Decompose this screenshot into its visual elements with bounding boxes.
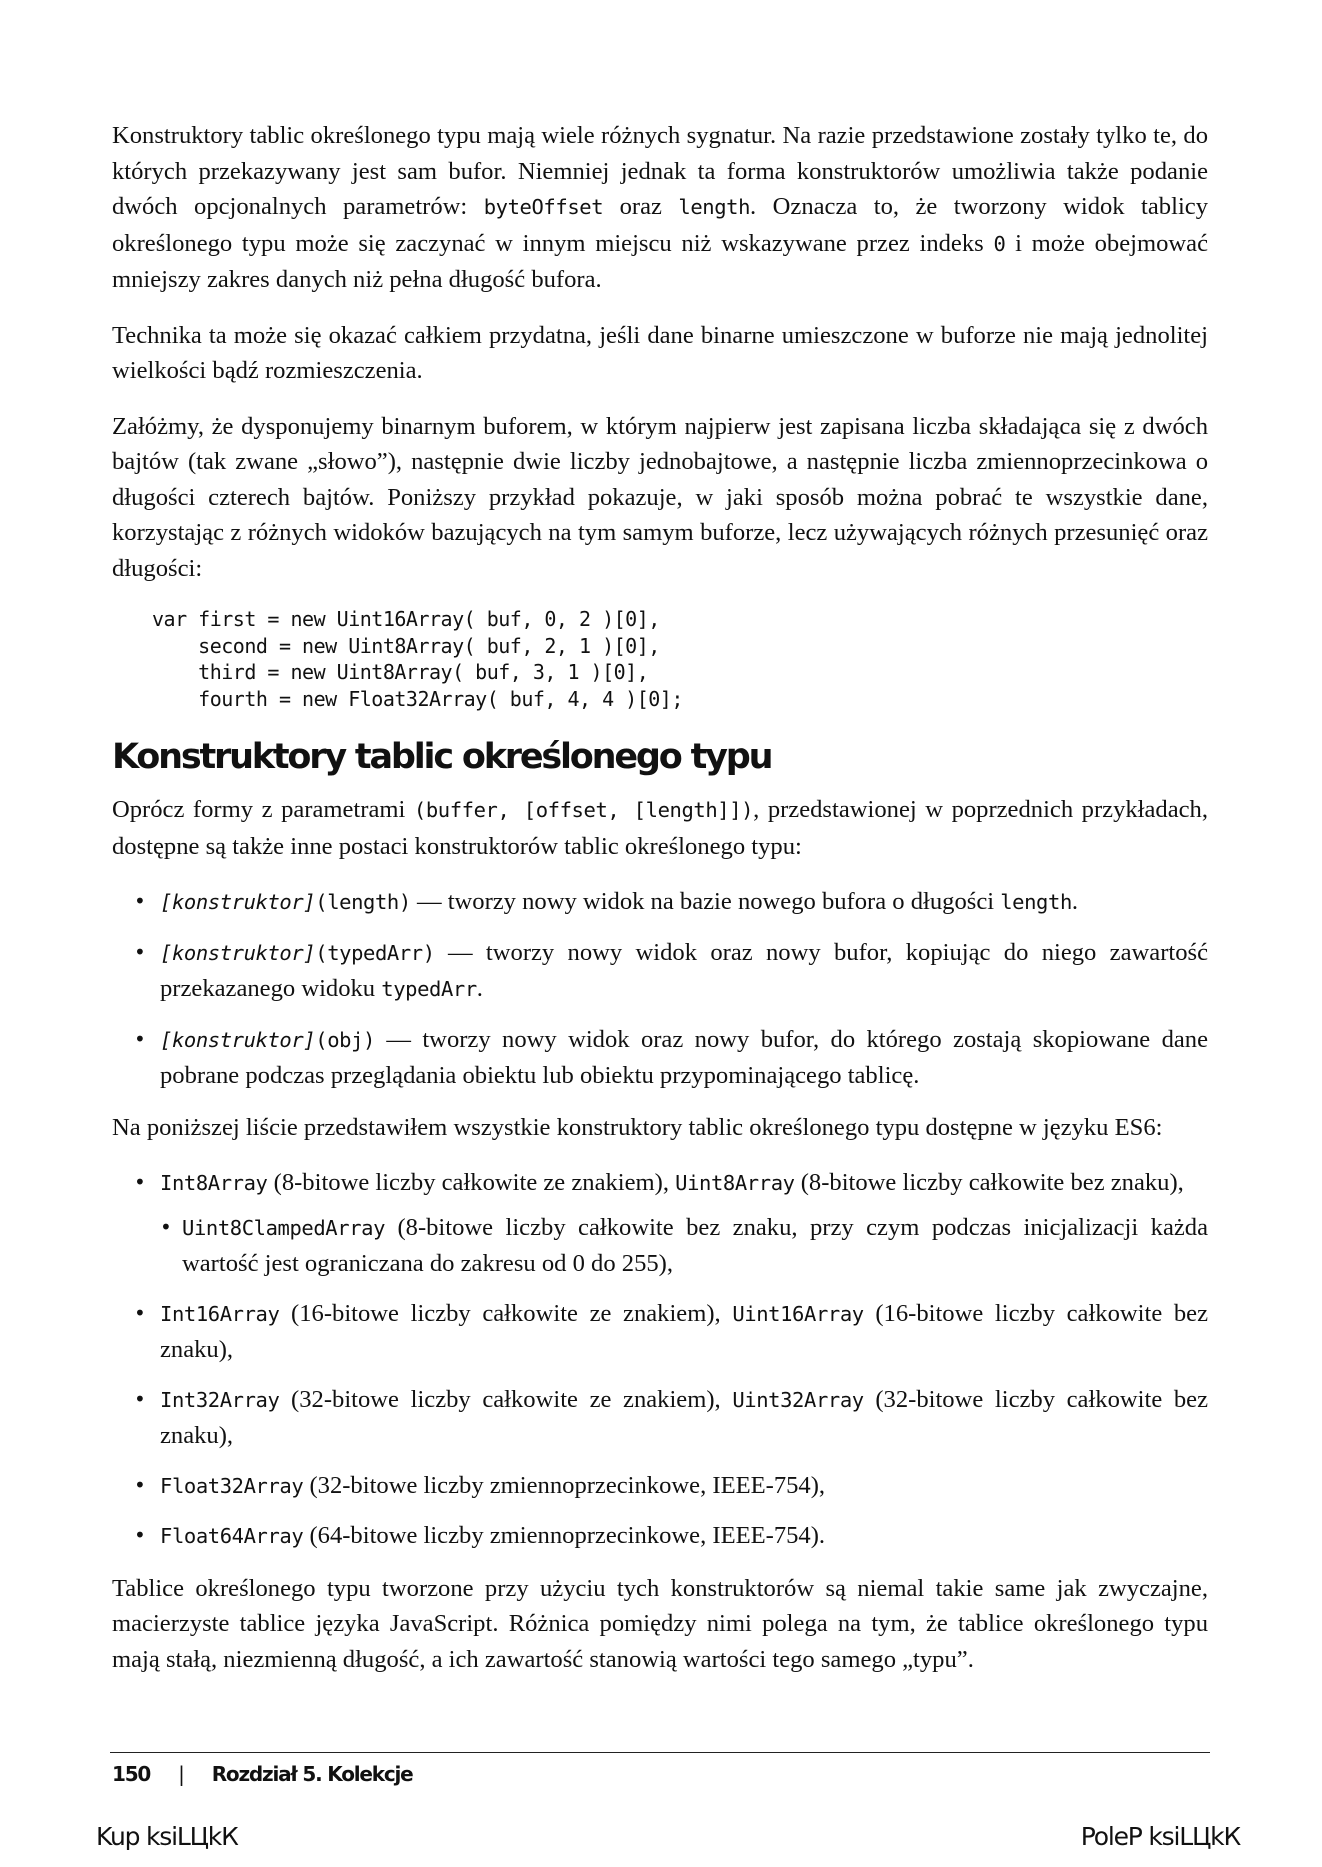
- inline-code: Float64Array: [160, 1524, 304, 1548]
- constructor-forms-list: [112, 884, 1208, 1094]
- paragraph-forms-intro: [112, 792, 1208, 864]
- typed-array-list: [112, 1165, 1208, 1555]
- paragraph-list-intro: Na poniższej liście przedstawiłem wszystkie konstruktory tablic określonego typu dostępne w języku ES6:: [112, 1113, 1163, 1141]
- text-run: .: [1071, 888, 1079, 915]
- text-run: Konstruktory tablic określonego typu mają wiele różnych sygnatur. Na razie przedstawione zostały tylko te, do których przekazywany jest sam bufor. Niemniej jednak ta forma konstruktorów umożliwia także podanie dwóch opcjonalnych parametrów:: [112, 122, 1208, 220]
- footer-separator: |: [178, 1762, 184, 1786]
- page-body: [112, 118, 1208, 1697]
- text-run: Oprócz formy z parametrami: [112, 796, 414, 823]
- text-run: oraz: [603, 193, 679, 220]
- text-run: (32-bitowe liczby całkowite bez znaku),: [160, 1385, 1209, 1449]
- page-number: 150: [112, 1762, 151, 1786]
- inline-code: length: [678, 195, 751, 219]
- text-run: — tworzy nowy widok na bazie nowego bufora o długości: [410, 888, 1001, 915]
- list-item: [112, 1296, 1208, 1368]
- paragraph-technique: Technika ta może się okazać całkiem przydatna, jeśli dane binarne umieszczone w buforze nie mają jednolitej wielkości bądź rozmieszczenia.: [112, 321, 1208, 384]
- list-item: [160, 1210, 1208, 1282]
- text-run: (32-bitowe liczby zmiennoprzecinkowe, IEEE-754),: [303, 1471, 826, 1499]
- inline-code: (buffer, [offset, [length]]): [413, 798, 754, 822]
- inline-code: (length): [315, 890, 411, 914]
- inline-code: length: [1000, 890, 1072, 914]
- text-run: (32-bitowe liczby całkowite ze znakiem),: [279, 1385, 733, 1413]
- text-run: — tworzy nowy widok oraz nowy bufor, do którego zostają skopiowane dane pobrane podczas przeglądania obiektu lub obiektu przypominającego tablicę.: [160, 1025, 1208, 1089]
- paragraph-intro: [112, 118, 1208, 298]
- list-item: [112, 884, 1208, 921]
- inline-code: Int32Array: [160, 1387, 280, 1412]
- footer-divider: [110, 1752, 1210, 1753]
- inline-code: (obj): [315, 1027, 375, 1052]
- recommend-book-link[interactable]: PoleР ksiLЦkК: [1080, 1822, 1240, 1851]
- inline-code: Uint8Array: [675, 1171, 795, 1195]
- text-run: . Oznacza to, że tworzony widok tablicy określonego typu może się zaczynać w innym miejscu niż wskazywane przez indeks: [112, 193, 1208, 257]
- text-run: (16-bitowe liczby całkowite bez znaku),: [160, 1299, 1209, 1363]
- text-run: — tworzy nowy widok oraz nowy bufor, kopiując do niego zawartość przekazanego widoku: [160, 938, 1208, 1002]
- text-run: (8-bitowe liczby całkowite bez znaku, przy czym podczas inicjalizacji każda wartość jest ograniczana do zakresu od 0 do 255),: [182, 1213, 1208, 1277]
- inline-code: [konstruktor]: [160, 940, 316, 965]
- inline-code: [konstruktor]: [160, 1027, 316, 1052]
- list-item: [112, 935, 1208, 1008]
- inline-code: Uint16Array: [732, 1301, 864, 1326]
- list-item: [112, 1022, 1208, 1094]
- list-item: [112, 1518, 1208, 1555]
- inline-code: Uint32Array: [732, 1387, 864, 1412]
- paragraph-example-intro: Załóżmy, że dysponujemy binarnym buforem, w którym najpierw jest zapisana liczba składająca się z dwóch bajtów (tak zwane „słowo”), następnie dwie liczby jednobajtowe, a następnie liczba zmiennoprzecinkowa o długości czterech bajtów. Poniższy przykład pokazuje, w jaki sposób można pobrać te wszystkie dane, korzystając z różnych widoków bazujących na tym samym buforze, lecz używających różnych przesunięć oraz długości:: [112, 412, 1208, 582]
- text-run: (8-bitowe liczby całkowite ze znakiem),: [267, 1169, 676, 1196]
- inline-code: [konstruktor]: [160, 890, 316, 914]
- buy-book-link[interactable]: Kup ksiLЦkК: [96, 1822, 238, 1851]
- inline-code: Int16Array: [160, 1301, 280, 1326]
- inline-code: 0: [993, 231, 1006, 256]
- inline-code: Int8Array: [160, 1171, 268, 1195]
- text-run: .: [476, 975, 483, 1002]
- text-run: , przedstawionej w poprzednich przykładach, dostępne są także inne postaci konstruktorów tablic określonego typu:: [112, 796, 1208, 860]
- inline-code: Float32Array: [160, 1473, 304, 1498]
- code-block: var first = new Uint16Array( buf, 0, 2 )[0], second = new Uint8Array( buf, 2, 1 )[0], third = new Uint8Array( buf, 3, 1 )[0], fourth = new Float32Array( buf, 4, 4 )[0];: [152, 607, 683, 711]
- text-run: (8-bitowe liczby całkowite bez znaku),: [794, 1169, 1184, 1196]
- inline-code: Uint8ClampedArray: [182, 1215, 386, 1240]
- list-item: [112, 1165, 1208, 1282]
- nested-list: [160, 1210, 1208, 1282]
- paragraph-summary: Tablice określonego typu tworzone przy użyciu tych konstruktorów są niemal takie same jak zwyczajne, macierzyste tablice języka JavaScript. Różnica pomiędzy nimi polega na tym, że tablice określonego typu mają stałą, niezmienną długość, a ich zawartość stanowią wartości tego samego „typu”.: [112, 1574, 1208, 1673]
- inline-code: typedArr: [381, 977, 477, 1001]
- text-run: (64-bitowe liczby zmiennoprzecinkowe, IEEE-754).: [303, 1522, 826, 1549]
- text-run: i może obejmować mniejszy zakres danych niż pełna długość bufora.: [112, 229, 1208, 293]
- inline-code: (typedArr): [315, 940, 435, 965]
- inline-code: byteOffset: [483, 195, 604, 219]
- text-run: (16-bitowe liczby całkowite ze znakiem),: [279, 1299, 733, 1327]
- list-item: [112, 1468, 1208, 1505]
- list-item: [112, 1382, 1208, 1454]
- chapter-title: Rozdział 5. Kolekcje: [211, 1762, 413, 1786]
- section-heading: Konstruktory tablic określonego typu: [112, 737, 772, 777]
- page-footer: [112, 1762, 413, 1786]
